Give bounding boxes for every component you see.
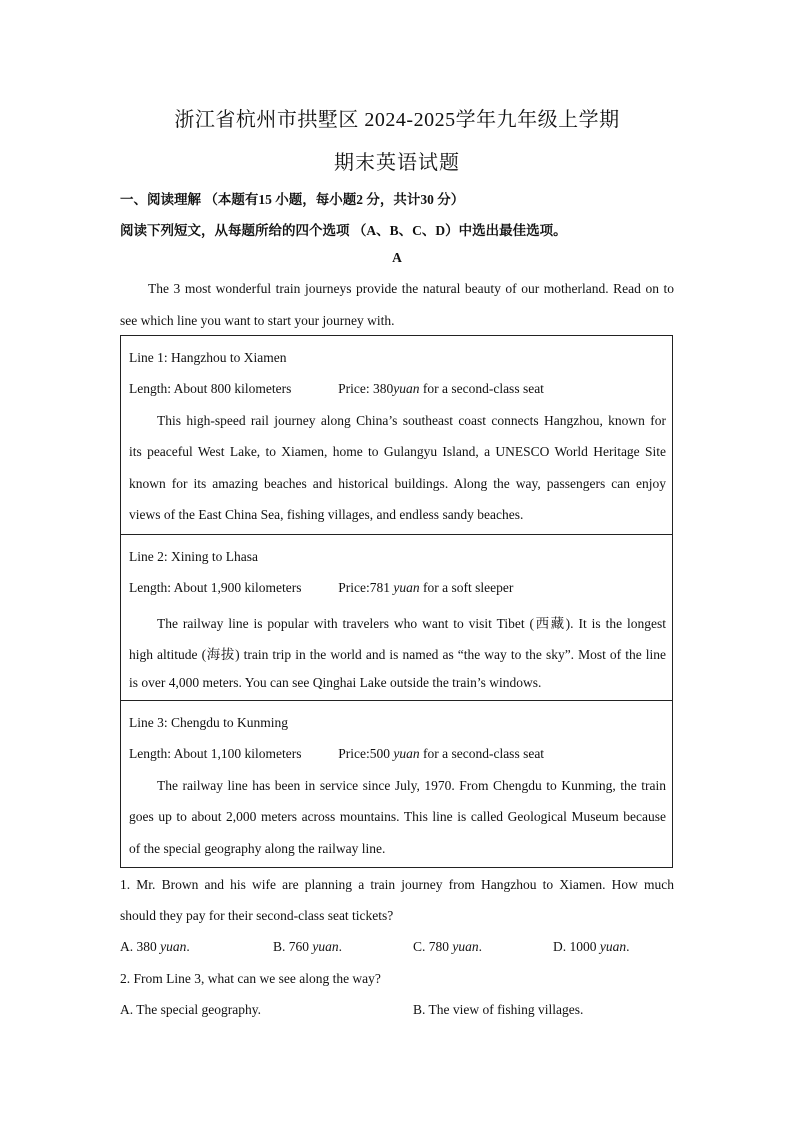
passage-intro-line2: see which line you want to start your journey with. — [120, 313, 395, 328]
question-1-option-b[interactable]: B. 760 yuan. — [273, 939, 343, 954]
line-3-price-suffix: for a second-class seat — [419, 746, 545, 761]
section-heading: 一、阅读理解 （本题有15 小题，每小题2 分，共计30 分） — [120, 192, 465, 207]
passage-label: A — [392, 250, 402, 265]
question-2-option-a[interactable]: A. The special geography. — [120, 1002, 261, 1017]
question-1-option-d[interactable]: D. 1000 yuan. — [553, 939, 630, 954]
line-3-desc-1: The railway line has been in service since July, 1970. From Chengdu to Kunming, the train — [157, 778, 666, 793]
line-2-length-text: Length: About 1,900 kilometers — [129, 580, 302, 595]
line-1-price-suffix: for a second-class seat — [419, 381, 544, 396]
line-1-desc-1: This high-speed rail journey along China’s southeast coast connects Hangzhou, known for — [157, 413, 666, 428]
line-3-length-text: Length: About 1,100 kilometers — [129, 746, 302, 761]
line-1-desc-3: known for its amazing beaches and historical buildings. Along the way, passengers can enjoy — [129, 476, 666, 491]
line-2-desc-2: high altitude (海拔) train trip in the world and is named as “the way to the sky”. Most of the line — [129, 647, 666, 662]
line-2-price-suffix: for a soft sleeper — [419, 580, 514, 595]
question-1-stem-line1: 1. Mr. Brown and his wife are planning a train journey from Hangzhou to Xiamen. How much — [120, 877, 674, 892]
question-1-stem-line2: should they pay for their second-class seat tickets? — [120, 908, 394, 923]
question-1-option-a[interactable]: A. 380 yuan. — [120, 939, 190, 954]
line-1-length — [129, 381, 544, 397]
line-2-price-prefix: Price:781 — [338, 580, 394, 595]
line-1-desc-4: views of the East China Sea, fishing villages, and endless sandy beaches. — [129, 507, 524, 522]
question-2-option-b[interactable]: B. The view of fishing villages. — [413, 1002, 584, 1017]
line-1-price-unit: yuan — [393, 381, 420, 396]
line-2-price-unit: yuan — [393, 580, 420, 595]
section-instruction: 阅读下列短文，从每题所给的四个选项 （A、B、C、D）中选出最佳选项。 — [120, 223, 567, 238]
line-3-name: Line 3: Chengdu to Kunming — [129, 715, 288, 730]
line-1-name: Line 1: Hangzhou to Xiamen — [129, 350, 287, 365]
line-2-length — [129, 580, 513, 596]
train-lines-table — [120, 335, 673, 868]
line-3-price-unit: yuan — [393, 746, 420, 761]
line-3-price-prefix: Price:500 — [338, 746, 394, 761]
passage-intro-line1: The 3 most wonderful train journeys provide the natural beauty of our motherland. Read on to — [148, 281, 674, 296]
line-3-desc-2: goes up to about 2,000 meters across mountains. This line is called Geological Museum because — [129, 809, 666, 824]
question-1-option-c[interactable]: C. 780 yuan. — [413, 939, 483, 954]
line-2-cell — [121, 534, 672, 701]
line-1-desc-2: its peaceful West Lake, to Xiamen, home to Gulangyu Island, a UNESCO World Heritage Site — [129, 444, 666, 459]
line-2-desc-1: The railway line is popular with travelers who want to visit Tibet (西藏). It is the longest — [157, 616, 666, 631]
line-3-desc-3: of the special geography along the railway line. — [129, 841, 386, 856]
page-title: 浙江省杭州市拱墅区 2024-2025学年九年级上学期 — [174, 109, 620, 131]
line-2-name: Line 2: Xining to Lhasa — [129, 549, 258, 564]
line-3-cell — [121, 700, 672, 868]
line-1-price-prefix: Price: 380 — [338, 381, 394, 396]
line-3-length — [129, 746, 544, 762]
line-2-desc-3: is over 4,000 meters. You can see Qinghai Lake outside the train’s windows. — [129, 675, 542, 690]
page-subtitle: 期末英语试题 — [334, 152, 460, 174]
question-2-stem: 2. From Line 3, what can we see along the way? — [120, 971, 381, 986]
line-1-cell — [121, 336, 672, 534]
line-1-length-text: Length: About 800 kilometers — [129, 381, 292, 396]
